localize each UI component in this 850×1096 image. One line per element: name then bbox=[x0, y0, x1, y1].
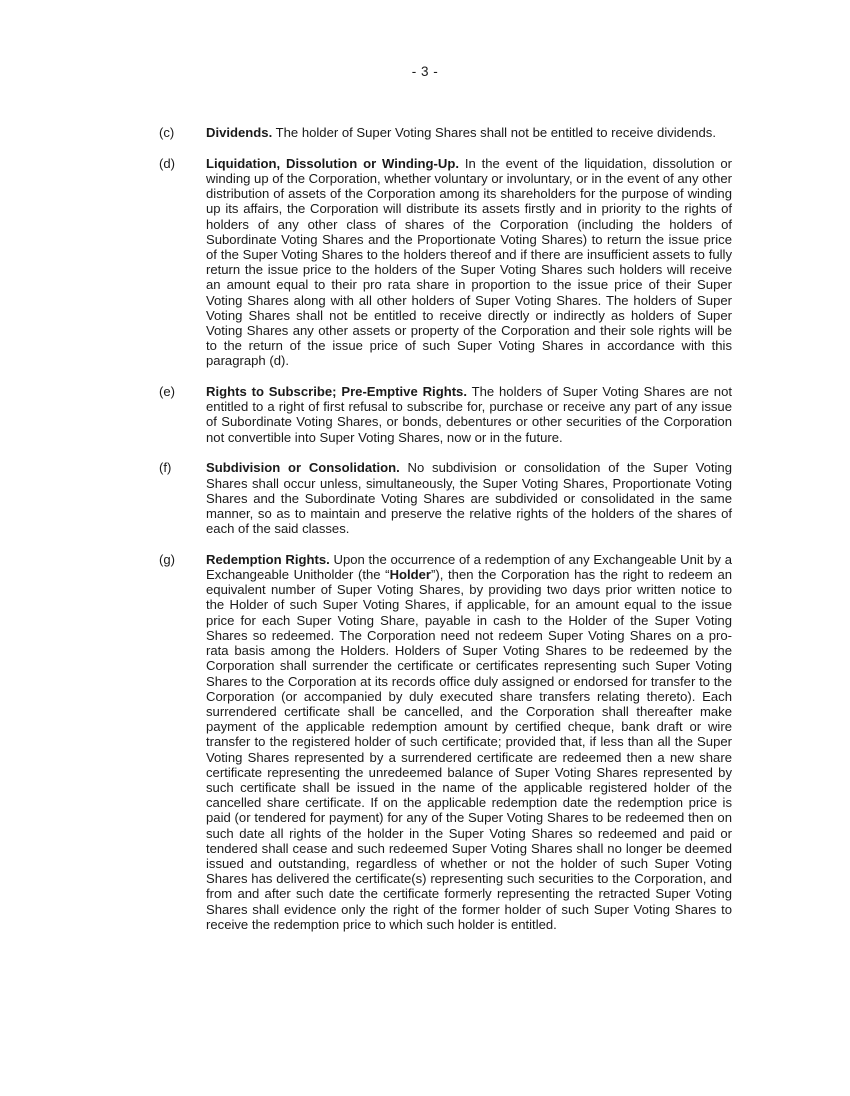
clause-heading: Rights to Subscribe; Pre-Emptive Rights. bbox=[206, 384, 467, 400]
clause-label: (e) bbox=[159, 384, 176, 400]
clause-label: (g) bbox=[159, 551, 176, 567]
clause-d bbox=[159, 156, 732, 369]
page-number: - 3 - bbox=[411, 64, 439, 79]
clause-body bbox=[206, 460, 732, 536]
clause-heading: Liquidation, Dissolution or Winding-Up. bbox=[206, 155, 459, 171]
clause-heading: Dividends. bbox=[206, 125, 273, 140]
clause-text: In the event of the liquidation, dissolution or winding up of the Corporation, whether voluntary or involuntary, or in the event of any other distribution of assets of the Corporation among its shareholders for the purpose of winding up its affairs, the Corporation will distribute its assets firstly and in priority to the rights of holders of any other class of shares of the Corporation (including the holders of Subordinate Voting Shares and the Proportionate Voting Shares) to return the issue price of the Super Voting Shares to the holders thereof and if there are insufficient assets to fully return the issue price to the holders of the Super Voting Shares such holders will receive an amount equal to their pro rata share in proportion to the issue price of their Super Voting Shares along with all other holders of Super Voting Shares. The holders of Super Voting Shares shall not be entitled to receive directly or indirectly as holders of Super Voting Shares any other assets or property of the Corporation and their sole rights will be to the return of the issue price of such Super Voting Shares in accordance with this paragraph (d). bbox=[206, 155, 732, 369]
clause-body bbox=[206, 552, 732, 932]
clause-c bbox=[159, 125, 732, 140]
clause-text: ”), then the Corporation has the right to redeem an equivalent number of Super Voting Shares, by providing two days prior written notice to the Holder of such Super Voting Shares, if applicable, for an amount equal to the issue price for each Super Voting Share, payable in cash to the Holder of the Super Voting Shares so redeemed. The Corporation need not redeem Super Voting Shares on a pro-rata basis among the Holders. Holders of Super Voting Shares to be redeemed by the Corporation shall surrender the certificate or certificates representing such Super Voting Shares to the Corporation at its records office duly assigned or endorsed for transfer to the Corporation (or accompanied by duly executed share transfers relating thereto). Each surrendered certificate shall be cancelled, and the Corporation shall thereafter make payment of the applicable redemption amount by certified cheque, bank draft or wire transfer to the registered holder of such certificate; provided that, if less than all the Super Voting Shares represented by a surrendered certificate are redeemed then a new share certificate representing the unredeemed balance of Super Voting Shares represented by such certificate shall be issued in the name of the applicable registered holder of the cancelled share certificate. If on the applicable redemption date the redemption price is paid (or tendered for payment) for any of the Super Voting Shares to be redeemed then on such date all rights of the holder in the Super Voting Shares so redeemed and paid or tendered shall cease and such redeemed Super Voting Shares shall no longer be deemed issued and outstanding, regardless of whether or not the holder of such Super Voting Shares has delivered the certificate(s) representing such securities to the Corporation, and from and after such date the certificate formerly representing the retracted Super Voting Shares shall evidence only the right of the former holder of such Super Voting Shares to receive the redemption price to which such holder is entitled. bbox=[206, 567, 733, 932]
clause-heading: Subdivision or Consolidation. bbox=[206, 460, 400, 476]
clause-text: The holders of Super Voting Shares are not entitled to a right of first refusal to subscribe for, purchase or receive any part of any issue of Subordinate Voting Shares, or bonds, debentures or other securities of the Corporation not convertible into Super Voting Shares, now or in the future. bbox=[206, 384, 732, 445]
clause-text: Upon the occurrence of a redemption of any Exchangeable Unit by a Exchangeable Unitholder (the “ bbox=[206, 551, 732, 583]
clause-g bbox=[159, 552, 732, 932]
clause-text: The holder of Super Voting Shares shall not be entitled to receive dividends. bbox=[272, 125, 716, 140]
clause-body bbox=[206, 156, 732, 369]
clause-label: (d) bbox=[159, 155, 176, 171]
clause-body bbox=[206, 125, 732, 140]
clause-label: (c) bbox=[159, 125, 175, 140]
clause-e bbox=[159, 384, 732, 445]
clause-heading: Redemption Rights. bbox=[206, 551, 330, 567]
clause-body bbox=[206, 384, 732, 445]
clause-label: (f) bbox=[159, 460, 172, 476]
defined-term: Holder bbox=[389, 567, 432, 583]
clause-f bbox=[159, 460, 732, 536]
clause-list bbox=[159, 125, 732, 947]
clause-text: No subdivision or consolidation of the Super Voting Shares shall occur unless, simultaneously, the Super Voting Shares, Proportionate Voting Shares and the Subordinate Voting Shares are subdivided or consolidated in the same manner, so as to maintain and preserve the relative rights of the holders of the shares of each of the said classes. bbox=[206, 460, 732, 537]
